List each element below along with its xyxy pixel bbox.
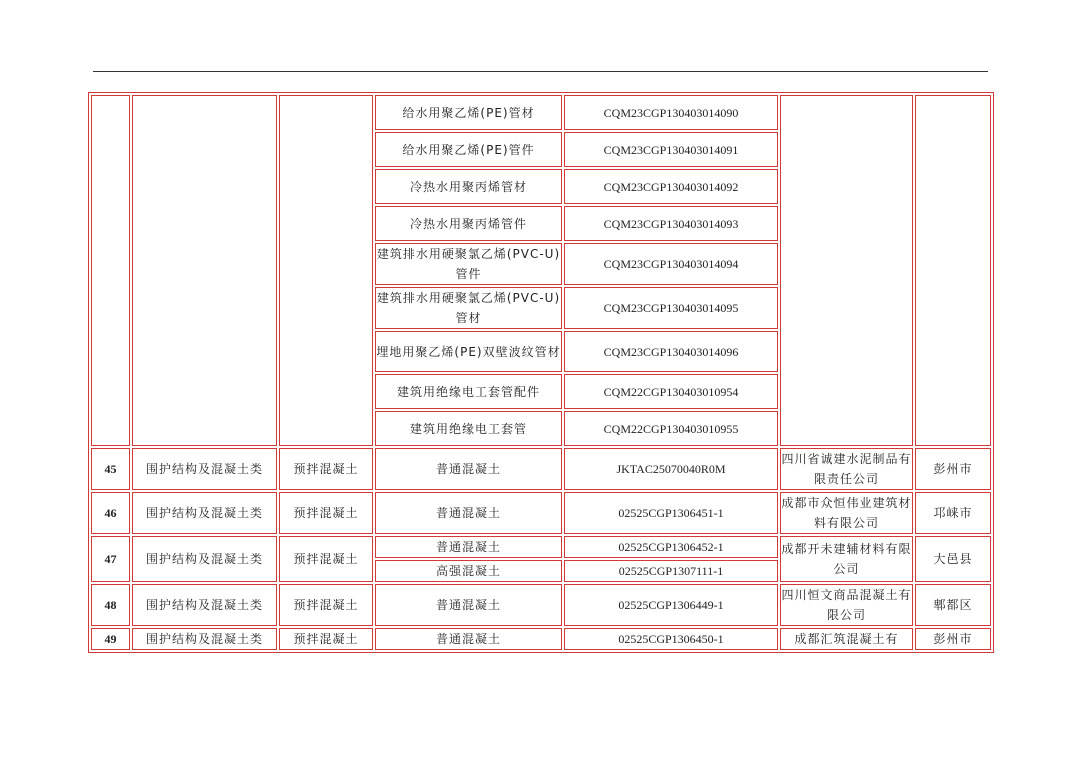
code-cell: CQM23CGP130403014090 [564, 95, 778, 130]
category-cell-empty [132, 95, 277, 446]
company-cell: 四川省诚建水泥制品有限责任公司 [780, 448, 913, 490]
code-cell: CQM22CGP130403010954 [564, 374, 778, 409]
region-cell: 彭州市 [915, 448, 991, 490]
code-cell: 02525CGP1307111-1 [564, 560, 778, 582]
product-cell: 埋地用聚乙烯(PE)双壁波纹管材 [375, 331, 562, 372]
table-row [91, 536, 991, 558]
region-cell: 郫都区 [915, 584, 991, 626]
region-cell-empty [915, 95, 991, 446]
code-cell: CQM23CGP130403014096 [564, 331, 778, 372]
product-cell: 普通混凝土 [375, 628, 562, 650]
code-cell: CQM23CGP130403014093 [564, 206, 778, 241]
table-row [91, 492, 991, 534]
product-cell: 冷热水用聚丙烯管件 [375, 206, 562, 241]
category-cell: 围护结构及混凝土类 [132, 492, 277, 534]
category-cell: 围护结构及混凝土类 [132, 536, 277, 582]
product-cell: 建筑排水用硬聚氯乙烯(PVC-U)管材 [375, 287, 562, 329]
subcat-cell-empty [279, 95, 373, 446]
product-cell: 普通混凝土 [375, 492, 562, 534]
table-row [91, 628, 991, 650]
table-row [91, 95, 991, 130]
num-cell: 49 [91, 628, 130, 650]
product-cell: 建筑用绝缘电工套管 [375, 411, 562, 446]
product-cell: 普通混凝土 [375, 536, 562, 558]
company-cell: 成都汇筑混凝土有 [780, 628, 913, 650]
table-row [91, 448, 991, 490]
product-cell: 给水用聚乙烯(PE)管材 [375, 95, 562, 130]
code-cell: CQM22CGP130403010955 [564, 411, 778, 446]
region-cell: 大邑县 [915, 536, 991, 582]
company-cell: 成都开未建辅材料有限公司 [780, 536, 913, 582]
region-cell: 邛崃市 [915, 492, 991, 534]
code-cell: JKTAC25070040R0M [564, 448, 778, 490]
category-cell: 围护结构及混凝土类 [132, 628, 277, 650]
header-rule [93, 71, 988, 72]
subcat-cell: 预拌混凝土 [279, 492, 373, 534]
code-cell: CQM23CGP130403014095 [564, 287, 778, 329]
product-table [88, 92, 994, 653]
region-cell: 彭州市 [915, 628, 991, 650]
subcat-cell: 预拌混凝土 [279, 448, 373, 490]
code-cell: 02525CGP1306450-1 [564, 628, 778, 650]
company-cell: 四川恒文商品混凝土有限公司 [780, 584, 913, 626]
code-cell: 02525CGP1306449-1 [564, 584, 778, 626]
product-cell: 建筑用绝缘电工套管配件 [375, 374, 562, 409]
num-cell: 45 [91, 448, 130, 490]
category-cell: 围护结构及混凝土类 [132, 584, 277, 626]
num-cell: 47 [91, 536, 130, 582]
product-cell: 冷热水用聚丙烯管材 [375, 169, 562, 204]
company-cell: 成都市众恒伟业建筑材料有限公司 [780, 492, 913, 534]
num-cell: 46 [91, 492, 130, 534]
company-cell-empty [780, 95, 913, 446]
product-cell: 建筑排水用硬聚氯乙烯(PVC-U)管件 [375, 243, 562, 285]
product-cell: 高强混凝土 [375, 560, 562, 582]
product-cell: 普通混凝土 [375, 448, 562, 490]
num-cell: 48 [91, 584, 130, 626]
num-cell-empty [91, 95, 130, 446]
product-cell: 普通混凝土 [375, 584, 562, 626]
subcat-cell: 预拌混凝土 [279, 628, 373, 650]
code-cell: CQM23CGP130403014094 [564, 243, 778, 285]
code-cell: CQM23CGP130403014091 [564, 132, 778, 167]
table-row [91, 584, 991, 626]
subcat-cell: 预拌混凝土 [279, 536, 373, 582]
subcat-cell: 预拌混凝土 [279, 584, 373, 626]
product-cell: 给水用聚乙烯(PE)管件 [375, 132, 562, 167]
code-cell: CQM23CGP130403014092 [564, 169, 778, 204]
code-cell: 02525CGP1306451-1 [564, 492, 778, 534]
code-cell: 02525CGP1306452-1 [564, 536, 778, 558]
category-cell: 围护结构及混凝土类 [132, 448, 277, 490]
